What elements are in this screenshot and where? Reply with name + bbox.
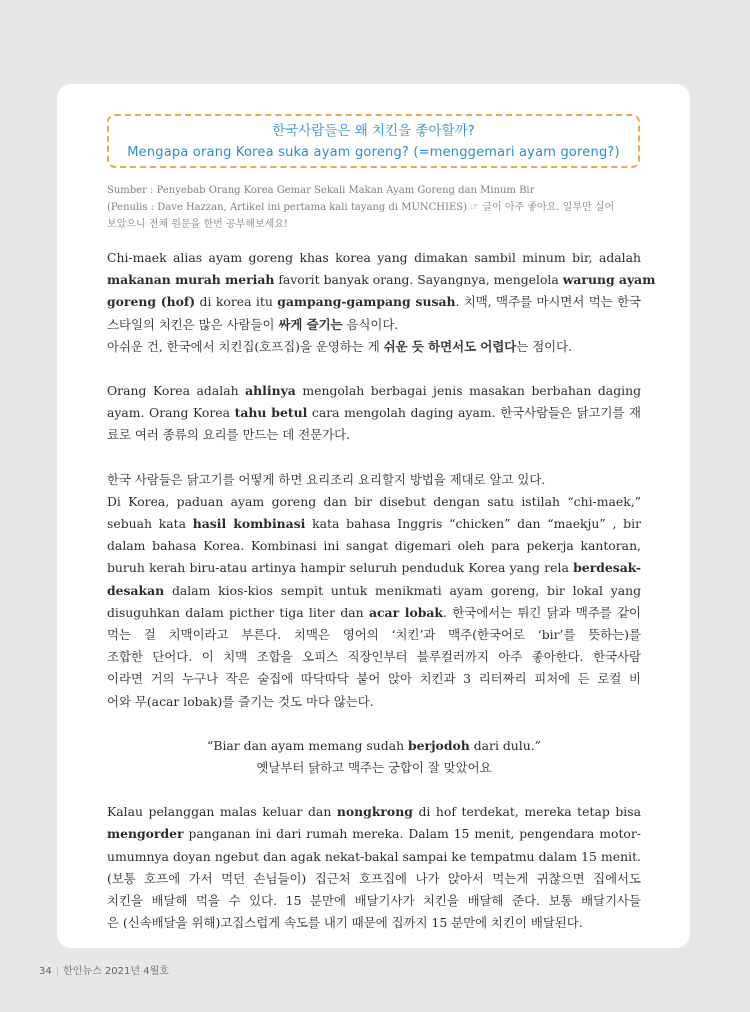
paragraph-gap [107, 713, 641, 735]
text-line: 어와 무(acar lobak)를 즐기는 것도 마다 않는다. [107, 693, 374, 709]
text-line [107, 602, 641, 624]
emphasis: gampang-gampang susah [277, 294, 456, 310]
text-run: favorit banyak orang. Sayangnya, mengelola [274, 272, 563, 288]
text-line [107, 380, 641, 402]
text-line [107, 291, 641, 313]
text-run: Orang Korea adalah [107, 383, 246, 399]
text-line: 먹는 걸 치맥이라고 부른다. 치맥은 영어의 ‘치킨’과 맥주(한국어로 ‘bir’를 뜻하는)를 [107, 627, 641, 643]
text-run: panganan ini dari rumah mereka. Dalam 15 menit, pengendara motor- [183, 826, 641, 842]
text-run: 음식이다. [342, 316, 399, 332]
article-body [107, 247, 656, 934]
text-line: 이라면 거의 누구나 작은 술집에 따닥따닥 붙어 앉아 치킨과 3 리터짜리 피처에 든 로컬 비 [107, 671, 641, 687]
page-number: 34 [39, 966, 52, 977]
emphasis: goreng (hof) [107, 294, 196, 310]
text-line [107, 801, 641, 823]
text-run: dalam kios-kios sempit untuk menikmati ayam goreng, bir lokal yang [164, 582, 641, 598]
publication-name: 한인뉴스 2021년 4월호 [63, 966, 169, 977]
text-line: umumnya doyan ngebut dan agak nekat-bakal sampai ke tempatmu dalam 15 menit. [107, 848, 641, 864]
text-run: kata bahasa Inggris “chicken” dan “maekju” , bir [305, 516, 641, 532]
title-korean: 한국사람들은 왜 치킨을 좋아할까? [272, 123, 475, 139]
text-run: buruh kerah biru-atau artinya hampir seluruh penduduk Korea yang rela [107, 560, 574, 576]
emphasis: desakan [107, 582, 165, 598]
source-line: Sumber : Penyebab Orang Korea Gemar Sekali Makan Ayam Goreng dan Minum Bir [107, 185, 535, 196]
pull-quote [107, 735, 641, 779]
text-run: 스타일의 치킨은 많은 사람들이 [107, 316, 279, 332]
emphasis: acar lobak [368, 604, 444, 620]
title-indonesian: Mengapa orang Korea suka ayam goreng? (=menggemari ayam goreng?) [127, 145, 620, 160]
paragraph-gap [107, 358, 641, 380]
emphasis: hasil kombinasi [192, 516, 306, 532]
text-line: Di Korea, paduan ayam goreng dan bir disebut dengan satu istilah “chi-maek,” [107, 493, 641, 509]
quote-line [107, 735, 641, 757]
text-run: . 한국에서는 튀긴 닭과 맥주를 같이 [443, 604, 642, 620]
paragraph-gap [107, 779, 641, 801]
paragraph-1 [107, 247, 656, 358]
text-run: di hof terdekat, mereka tetap bisa [412, 804, 641, 820]
paragraph-3 [107, 469, 641, 713]
text-line [107, 823, 641, 845]
text-line: 료로 여러 종류의 요리를 만드는 데 전문가다. [107, 427, 351, 443]
text-line [107, 269, 656, 291]
paragraph-gap [107, 447, 641, 469]
text-line: dalam bahasa Korea. Kombinasi ini sangat digemari oleh para pekerja kantoran, [107, 538, 641, 554]
text-run: 아쉬운 건, 한국에서 치킨집(호프집)을 운영하는 게 [107, 338, 384, 354]
emphasis: mengorder [107, 826, 184, 842]
emphasis: tahu betul [234, 405, 308, 421]
text-line: (보통 호프에 가서 먹던 손님들이) 집근처 호프집에 나가 앉아서 먹는게 귀찮으면 집에서도 [107, 870, 641, 886]
text-line [107, 557, 641, 579]
text-run: di korea itu [195, 294, 278, 310]
source-line: 보았으니 전체 원문을 한번 공부해보세요! [107, 219, 288, 230]
text-line [107, 402, 641, 424]
emphasis: ahlinya [245, 383, 296, 399]
paragraph-2 [107, 380, 641, 447]
text-run: sebuah kata [107, 516, 193, 532]
text-run: Kalau pelanggan malas keluar dan [107, 804, 337, 820]
text-run: dari dulu.” [469, 737, 541, 753]
text-run: ayam. Orang Korea [107, 405, 235, 421]
paragraph-4 [107, 801, 641, 934]
page-card [57, 84, 690, 948]
text-line [107, 336, 641, 358]
text-run: mengolah berbagai jenis masakan berbahan daging [295, 383, 642, 399]
page-footer [39, 962, 169, 977]
text-run: “Biar dan ayam memang sudah [207, 737, 408, 753]
emphasis: 쉬운 듯 하면서도 어렵다 [383, 338, 517, 354]
text-line: Chi-maek alias ayam goreng khas korea yang dimakan sambil minum bir, adalah [107, 250, 641, 265]
text-line [107, 513, 641, 535]
text-line: 치킨을 배달해 먹을 수 있다. 15 분만에 배달기사가 치킨을 배달해 준다. 보통 배달기사들 [107, 893, 641, 909]
text-line [107, 580, 641, 602]
emphasis: berjodoh [408, 737, 470, 753]
text-line: 은 (신속배달을 위해)고집스럽게 속도를 내기 때문에 집까지 15 분만에 치킨이 배달된다. [107, 915, 583, 931]
text-line [107, 314, 641, 336]
text-run: 는 점이다. [516, 338, 573, 354]
emphasis: berdesak- [573, 560, 641, 576]
text-line: 한국 사람들은 닭고기를 어떻게 하면 요리조리 요리할지 방법을 제대로 알고 있다. [107, 471, 546, 487]
quote-line: 옛날부터 닭하고 맥주는 궁합이 잘 맞았어요 [256, 760, 492, 776]
source-note [107, 182, 647, 233]
text-run: . 치맥, 맥주를 마시면서 먹는 한국 [455, 294, 642, 310]
text-run: disuguhkan dalam picther tiga liter dan [107, 604, 369, 620]
emphasis: makanan murah meriah [107, 272, 275, 288]
emphasis: warung ayam [562, 272, 656, 288]
footer-separator: | [55, 966, 60, 977]
source-line: (Penulis : Dave Hazzan, Artikel ini pertama kali tayang di MUNCHIES) ☞ 글이 아주 좋아요. 일부만 실어 [107, 202, 615, 213]
text-line: 조합한 단어다. 이 치맥 조합을 오피스 직장인부터 블루컬러까지 아주 좋아한다. 한국사람 [107, 649, 641, 665]
title-box [107, 114, 640, 168]
emphasis: 싸게 즐기는 [278, 316, 343, 332]
text-run: cara mengolah daging ayam. 한국사람들은 닭고기를 재 [307, 405, 641, 421]
emphasis: nongkrong [336, 804, 413, 820]
